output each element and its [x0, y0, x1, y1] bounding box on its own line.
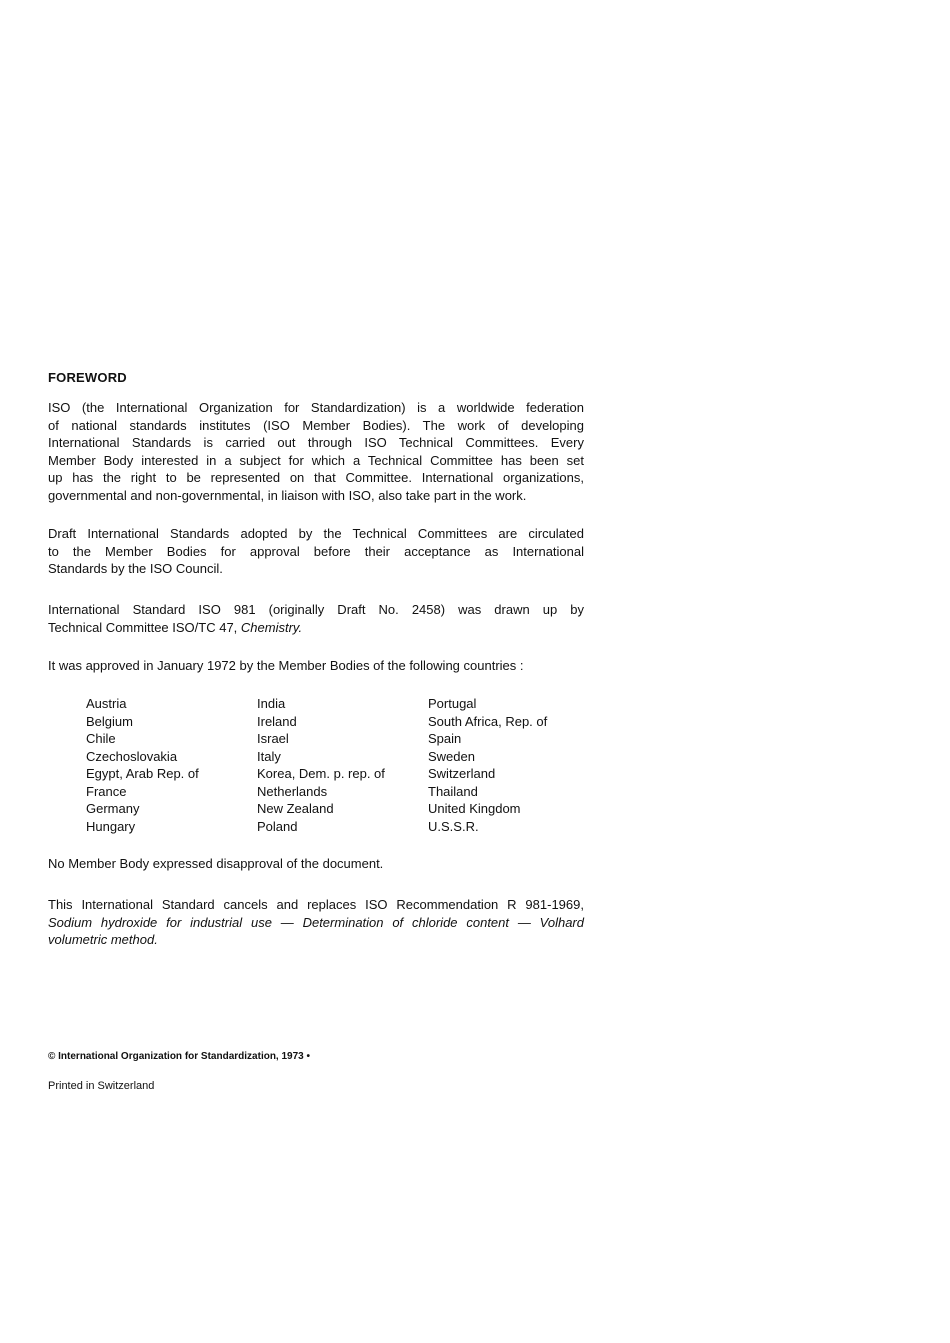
country-item: Israel [257, 731, 289, 746]
text-line: up has the right to be represented on that Committee. International organizations, [48, 470, 584, 485]
countries-column-2 [257, 695, 427, 835]
text-line: No Member Body expressed disapproval of the document. [48, 856, 384, 871]
text-line: of national standards institutes (ISO Member Bodies). The work of developing [48, 417, 584, 433]
country-item: Belgium [86, 713, 133, 729]
country-item: Netherlands [257, 783, 328, 799]
text-line: International Standard ISO 981 (originally Draft No. 2458) was drawn up by [48, 602, 584, 617]
countries-column-3 [428, 695, 598, 835]
committee-subject: Chemistry. [240, 619, 303, 635]
country-item: Switzerland [428, 766, 496, 781]
foreword-paragraph-5 [48, 855, 584, 873]
text-line: Standards by the ISO Council. [48, 561, 223, 576]
country-item: South Africa, Rep. of [428, 713, 548, 729]
country-item: France [86, 783, 127, 799]
copyright-notice: © International Organization for Standardization, 1973 • [48, 1051, 311, 1062]
text-line: It was approved in January 1972 by the Member Bodies of the following countries : [48, 658, 524, 673]
country-item: Hungary [86, 818, 136, 834]
text-line-italic: volumetric method. [48, 932, 158, 947]
countries-column-1 [86, 695, 256, 835]
country-item: United Kingdom [428, 801, 521, 816]
foreword-paragraph-3 [48, 601, 584, 636]
country-item: Sweden [428, 748, 475, 764]
country-item: Portugal [428, 696, 477, 711]
country-item: Egypt, Arab Rep. of [86, 766, 199, 781]
country-item: New Zealand [257, 801, 334, 816]
country-item: Korea, Dem. p. rep. of [257, 766, 385, 781]
text-line-italic: Sodium hydroxide for industrial use — Determination of chloride content — Volhard [48, 914, 584, 930]
printed-in-note: Printed in Switzerland [48, 1080, 155, 1092]
country-item: Ireland [257, 713, 297, 729]
country-item: Chile [86, 731, 116, 746]
text-line: This International Standard cancels and replaces ISO Recommendation R 981-1969, [48, 897, 584, 912]
country-item: Poland [257, 818, 298, 834]
foreword-paragraph-6 [48, 896, 584, 949]
country-item: Czechoslovakia [86, 748, 178, 764]
foreword-paragraph-1 [48, 399, 584, 504]
country-item: Thailand [428, 783, 478, 799]
committee-text: Technical Committee ISO/TC 47, [48, 619, 241, 635]
country-item: Germany [86, 801, 140, 816]
country-item: U.S.S.R. [428, 818, 479, 834]
text-line: Draft International Standards adopted by the Technical Committees are circulated [48, 526, 584, 541]
country-item: Italy [257, 748, 281, 764]
text-line: Member Body interested in a subject for which a Technical Committee has been set [48, 452, 584, 468]
text-line: governmental and non-governmental, in liaison with ISO, also take part in the work. [48, 487, 527, 503]
text-line: ISO (the International Organization for Standardization) is a worldwide federation [48, 400, 584, 415]
foreword-paragraph-4 [48, 657, 584, 675]
country-item: India [257, 696, 286, 711]
text-line [48, 619, 584, 637]
foreword-paragraph-2 [48, 525, 584, 578]
text-line: International Standards is carried out through ISO Technical Committees. Every [48, 435, 584, 450]
country-item: Austria [86, 696, 127, 711]
foreword-heading: FOREWORD [48, 370, 127, 385]
text-line: to the Member Bodies for approval before their acceptance as International [48, 543, 584, 559]
country-item: Spain [428, 731, 462, 746]
